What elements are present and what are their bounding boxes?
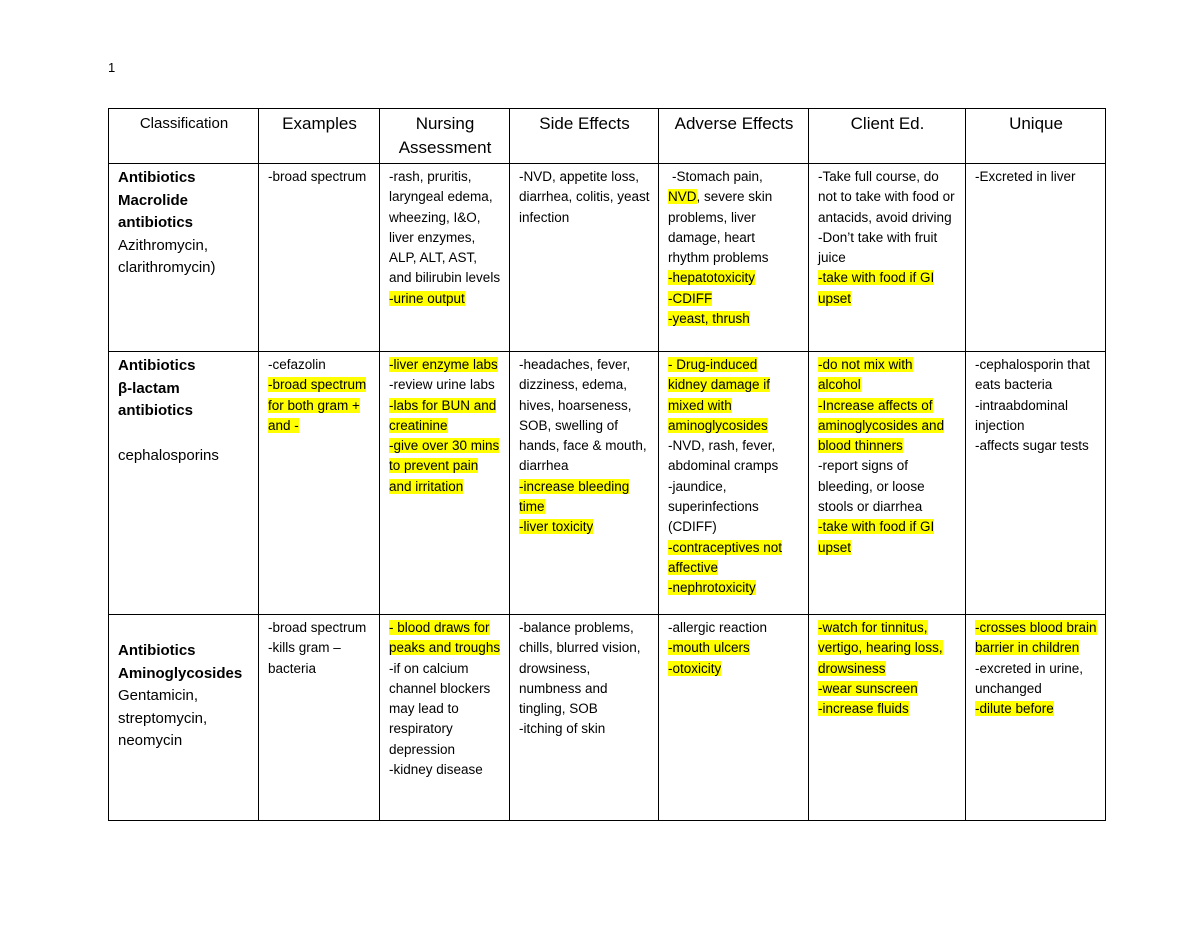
- drug-name: Gentamicin,: [118, 687, 199, 704]
- cell-text: -affects sugar tests: [975, 438, 1089, 454]
- highlighted-text: -urine output: [389, 290, 465, 306]
- highlighted-text: -watch for tinnitus, vertigo, hearing loss, drowsiness: [818, 620, 943, 676]
- page-number: 1: [108, 60, 116, 75]
- highlighted-text: -liver enzyme labs: [389, 357, 498, 372]
- drug-name: streptomycin,: [118, 709, 208, 727]
- highlighted-text: -dilute before: [975, 701, 1054, 717]
- cell-text: -broad spectrum: [268, 169, 367, 184]
- drug-name: clarithromycin): [118, 259, 216, 276]
- highlighted-text: -give over 30 mins to prevent pain and irritation: [389, 438, 500, 494]
- cell-text: -Don’t take with fruit juice: [818, 229, 938, 266]
- cell-text: -kills gram – bacteria: [268, 640, 341, 676]
- cell-text: -rash, pruritis, laryngeal edema, wheezing, I&O, liver enzymes, ALP, ALT, AST, and bilirubin levels: [389, 169, 501, 286]
- cell-text: -NVD, rash, fever, abdominal cramps: [668, 438, 779, 474]
- drug-name: cephalosporins: [118, 446, 219, 464]
- highlighted-text: -increase bleeding time: [519, 478, 630, 515]
- highlighted-text: -broad spectrum for both gram + and -: [268, 377, 367, 433]
- spacer: [118, 423, 250, 445]
- cell-adverse: [659, 164, 809, 352]
- spacer: [118, 618, 250, 640]
- cell-nursing: [380, 164, 510, 352]
- cell-nursing: [380, 352, 510, 615]
- cell-adverse: [659, 615, 809, 821]
- highlighted-text: -crosses blood brain barrier in children: [975, 620, 1097, 656]
- cell-classification: [109, 352, 259, 615]
- cell-text: -allergic reaction: [668, 620, 768, 635]
- cell-text: -report signs of bleeding, or loose stools or diarrhea: [818, 458, 925, 515]
- cell-client-ed: [809, 352, 966, 615]
- highlighted-text: -mouth ulcers: [668, 640, 750, 656]
- cell-text: -headaches, fever, dizziness, edema, hives, hoarseness, SOB, swelling of hands, face & mouth, diarrhea: [519, 357, 647, 474]
- highlighted-text: -take with food if GI upset: [818, 270, 935, 306]
- highlighted-text: -increase fluids: [818, 701, 909, 717]
- table-row-aminoglycosides: [109, 615, 1106, 821]
- header-nursing-assessment: Nursing Assessment: [380, 109, 510, 164]
- cell-side-effects: [510, 615, 659, 821]
- cell-text: -balance problems, chills, blurred vision, drowsiness, numbness and tingling, SOB: [519, 620, 641, 717]
- highlighted-text: -hepatotoxicity: [668, 270, 756, 286]
- class-name: β-lactam: [118, 379, 180, 397]
- drug-name: Azithromycin,: [118, 236, 209, 254]
- cell-text: -intraabdominal injection: [975, 397, 1069, 433]
- cell-nursing: [380, 615, 510, 821]
- cell-text: -kidney disease: [389, 762, 483, 778]
- cell-side-effects: [510, 352, 659, 615]
- header-side-effects: Side Effects: [510, 109, 659, 164]
- class-name: antibiotics: [118, 402, 194, 419]
- cell-text: -if on calcium channel blockers may lead to respiratory depression: [389, 660, 491, 757]
- highlighted-text: -yeast, thrush: [668, 311, 750, 327]
- cell-text: -Take full course, do not to take with food or antacids, avoid driving: [818, 169, 955, 225]
- table-row-beta-lactam: [109, 352, 1106, 615]
- cell-text: -jaundice, superinfections (CDIFF): [668, 478, 759, 535]
- header-row: [109, 109, 1106, 164]
- drug-name: neomycin: [118, 732, 183, 749]
- cell-client-ed: [809, 164, 966, 352]
- cell-text: -cefazolin: [268, 357, 326, 372]
- highlighted-text: -do not mix with alcohol: [818, 357, 913, 393]
- highlighted-text: -otoxicity: [668, 660, 722, 676]
- highlighted-text: -CDIFF: [668, 290, 713, 306]
- highlighted-text: -nephrotoxicity: [668, 580, 756, 596]
- header-classification: Classification: [109, 109, 259, 164]
- cell-classification: [109, 615, 259, 821]
- cell-text: -Stomach pain,: [672, 169, 763, 184]
- cell-text: -NVD, appetite loss, diarrhea, colitis, yeast infection: [519, 169, 650, 225]
- class-name: Macrolide: [118, 191, 189, 209]
- highlighted-text: -contraceptives not affective: [668, 539, 783, 575]
- class-name: Antibiotics: [118, 642, 196, 659]
- cell-text: -itching of skin: [519, 721, 606, 737]
- class-name: Antibiotics: [118, 357, 196, 374]
- cell-text: -broad spectrum: [268, 620, 367, 635]
- cell-unique: [966, 352, 1106, 615]
- highlighted-text: -Increase affects of aminoglycosides and blood thinners: [818, 397, 945, 454]
- cell-examples: [259, 352, 380, 615]
- cell-text: , severe skin problems, liver damage, heart rhythm problems: [668, 189, 773, 266]
- header-unique: Unique: [966, 109, 1106, 164]
- cell-client-ed: [809, 615, 966, 821]
- class-name: Antibiotics: [118, 169, 196, 186]
- cell-side-effects: [510, 164, 659, 352]
- cell-text: -cephalosporin that eats bacteria: [975, 357, 1090, 393]
- header-client-ed: Client Ed.: [809, 109, 966, 164]
- cell-text: -Excreted in liver: [975, 169, 1076, 184]
- highlighted-text: NVD: [668, 189, 697, 205]
- drug-table: [108, 108, 1106, 821]
- cell-unique: [966, 615, 1106, 821]
- class-name: antibiotics: [118, 214, 194, 231]
- highlighted-text: -labs for BUN and creatinine: [389, 397, 497, 433]
- highlighted-text: - blood draws for peaks and troughs: [389, 620, 501, 656]
- highlighted-text: - Drug-induced kidney damage if mixed with aminoglycosides: [668, 357, 771, 433]
- cell-unique: [966, 164, 1106, 352]
- cell-examples: [259, 615, 380, 821]
- cell-text: -review urine labs: [389, 377, 495, 393]
- highlighted-text: -wear sunscreen: [818, 680, 918, 696]
- class-name: Aminoglycosides: [118, 664, 243, 682]
- cell-adverse: [659, 352, 809, 615]
- highlighted-text: -liver toxicity: [519, 519, 594, 535]
- highlighted-text: -take with food if GI upset: [818, 519, 935, 555]
- cell-text: -excreted in urine, unchanged: [975, 660, 1084, 696]
- header-examples: Examples: [259, 109, 380, 164]
- cell-classification: [109, 164, 259, 352]
- header-adverse-effects: Adverse Effects: [659, 109, 809, 164]
- table-row-macrolide: [109, 164, 1106, 352]
- cell-examples: [259, 164, 380, 352]
